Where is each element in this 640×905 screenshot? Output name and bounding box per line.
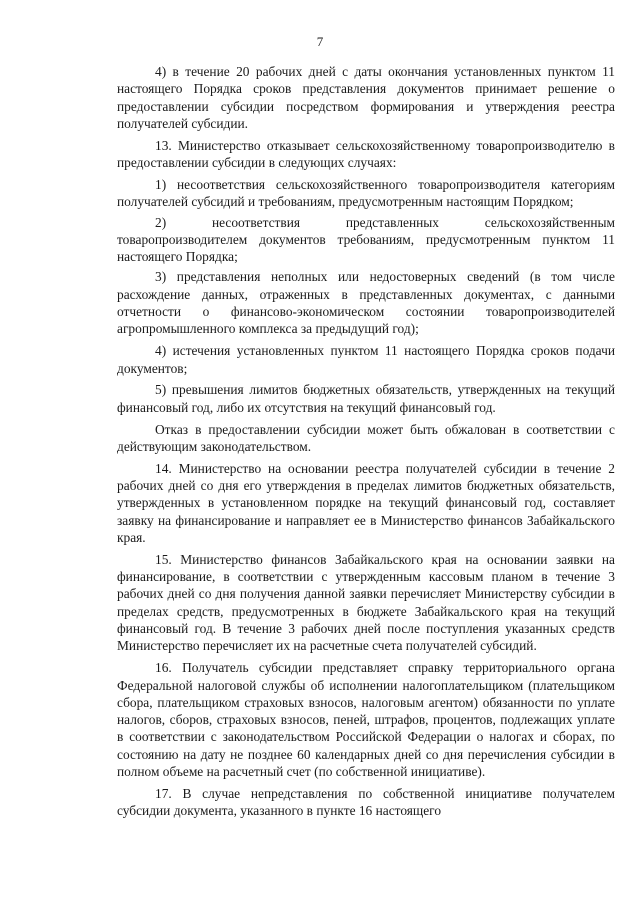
paragraph-item-4-deadline: 4) истечения установленных пунктом 11 настоящего Порядка сроков подачи документов; xyxy=(117,343,615,376)
document-body xyxy=(117,63,615,824)
paragraph-item-1: 1) несоответствия сельскохозяйственного товаропроизводителя категориям получателей субсидий и требованиям, предусмотренным настоящим Порядком; xyxy=(117,176,615,210)
paragraph-item-5: 5) превышения лимитов бюджетных обязательств, утвержденных на текущий финансовый год, либо их отсутствия на текущий финансовый год. xyxy=(117,382,615,415)
page-number: 7 xyxy=(316,34,324,49)
paragraph-section-13: 13. Министерство отказывает сельскохозяйственному товаропроизводителю в предоставлении субсидии в следующих случаях: xyxy=(117,137,615,171)
paragraph-item-4: 4) в течение 20 рабочих дней с даты окончания установленных пунктом 11 настоящего Порядка сроков представления документов принимает решение о предоставлении субсидии посредством формирования и утверждения реестра получателей субсидии. xyxy=(117,64,615,131)
paragraph-section-15: 15. Министерство финансов Забайкальского края на основании заявки на финансирование, в соответствии с утвержденным кассовым планом в течение 3 рабочих дней со дня получения данной заявки перечисляет Министерству субсидии в пределах средств, предусмотренных в бюджете Забайкальского края на текущий финансовый год. В течение 3 рабочих дней после поступления указанных средств Министерство перечисляет их на расчетные счета получателей субсидий. xyxy=(117,551,615,654)
paragraph-section-14: 14. Министерство на основании реестра получателей субсидии в течение 2 рабочих дней со дня его утверждения в пределах лимитов бюджетных обязательств, утвержденных в установленном порядке на текущий финансовый год, составляет заявку на финансирование и направляет ее в Министерство финансов Забайкальского края. xyxy=(117,460,615,545)
paragraph-item-3: 3) представления неполных или недостоверных сведений (в том числе расхождение данных, отраженных в представленных документах, с данными отчетности о финансово-экономическом состоянии товаропроизводителей агропромышленного комплекса за предыдущий год); xyxy=(117,269,615,337)
paragraph-item-2: 2) несоответствия представленных сельскохозяйственным товаропроизводителем документов требованиям, предусмотренным пунктом 11 настоящего Порядка; xyxy=(117,214,615,265)
paragraph-section-16: 16. Получатель субсидии представляет справку территориального органа Федеральной налоговой службы об исполнении налогоплательщиком (плательщиком сбора, плательщиком страховых взносов, налоговым агентом) обязанности по уплате налогов, сборов, страховых взносов, пеней, штрафов, процентов, подлежащих уплате в соответствии с законодательством Российской Федерации о налогах и сборах, по состоянию на дату не позднее 60 календарных дней со дня перечисления субсидии в полном объеме на расчетный счет (по собственной инициативе). xyxy=(117,660,615,780)
paragraph-appeal: Отказ в предоставлении субсидии может быть обжалован в соответствии с действующим законодательством. xyxy=(117,421,615,454)
paragraph-section-17: 17. В случае непредставления по собственной инициативе получателем субсидии документа, указанного в пункте 16 настоящего xyxy=(117,785,615,819)
